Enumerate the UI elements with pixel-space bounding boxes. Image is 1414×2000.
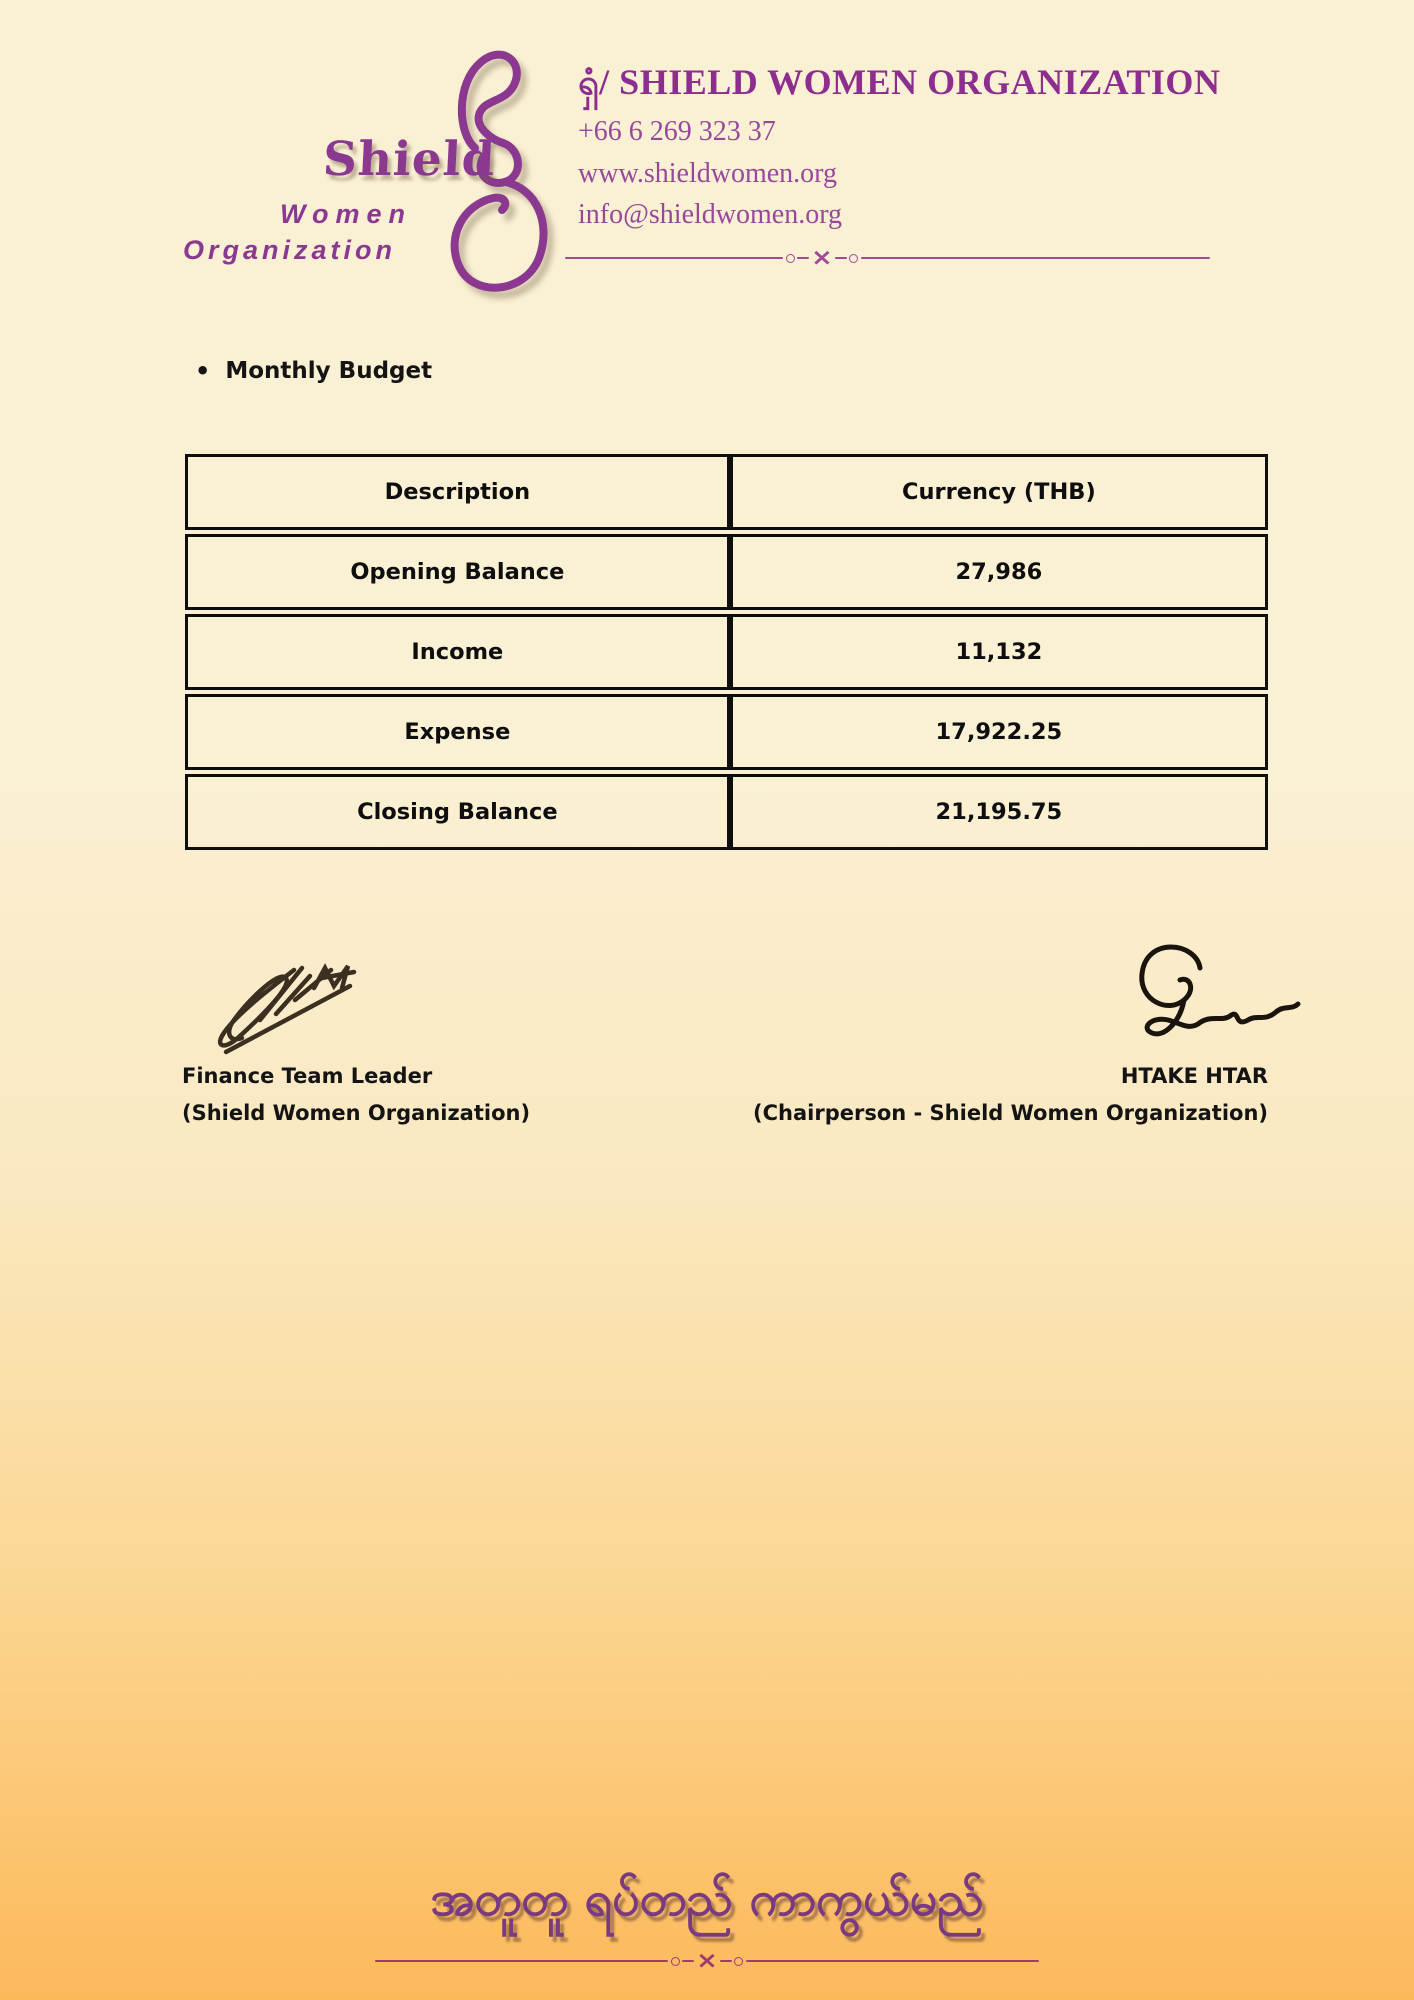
table-row-income [185,614,1268,690]
footer-divider [375,1947,1039,1975]
logo-organization-text: Organization [183,235,397,265]
chairperson-subtitle: (Chairperson - Shield Women Organization) [753,1101,1268,1125]
col-header-description: Description [185,454,730,530]
finance-leader-signature-image [198,946,378,1064]
cell-description: Closing Balance [185,774,730,850]
divider-line [861,257,1210,260]
chairperson-name: HTAKE HTAR [1120,1064,1268,1088]
logo-women-text: Women [280,199,413,229]
header-divider [565,244,1210,272]
cell-description: Expense [185,694,730,770]
col-header-currency: Currency (THB) [730,454,1268,530]
logo-shield-text: Shield [321,132,498,187]
finance-leader-title: Finance Team Leader [182,1064,433,1088]
monthly-budget-table [185,450,1268,854]
phone-number: +66 6 269 323 37 [578,116,776,147]
bullet-icon: • [195,357,211,385]
divider-ornament-icon: × [783,251,861,265]
monthly-budget-heading [195,358,432,384]
divider-line [565,257,783,260]
divider-ornament-icon: × [668,1954,746,1968]
cell-amount: 17,922.25 [730,694,1268,770]
website-link[interactable]: www.shieldwomen.org [578,158,837,189]
cell-amount: 11,132 [730,614,1268,690]
divider-line [746,1960,1039,1963]
email-address[interactable]: info@shieldwomen.org [578,199,843,230]
cell-description: Opening Balance [185,534,730,610]
finance-leader-subtitle: (Shield Women Organization) [182,1101,531,1125]
burmese-slogan: အတူတူ ရပ်တည် ကာကွယ်မည် [430,1871,984,1927]
table-row-closing-balance [185,774,1268,850]
heading-label: Monthly Budget [225,358,433,384]
table-row-opening-balance [185,534,1268,610]
cell-description: Income [185,614,730,690]
table-row-expense [185,694,1268,770]
divider-line [375,1960,668,1963]
cell-amount: 21,195.75 [730,774,1268,850]
org-name-title: ရှံ/ SHIELD WOMEN ORGANIZATION [578,62,1221,102]
chairperson-signature-image [1112,934,1307,1062]
cell-amount: 27,986 [730,534,1268,610]
table-header-row [185,454,1268,530]
